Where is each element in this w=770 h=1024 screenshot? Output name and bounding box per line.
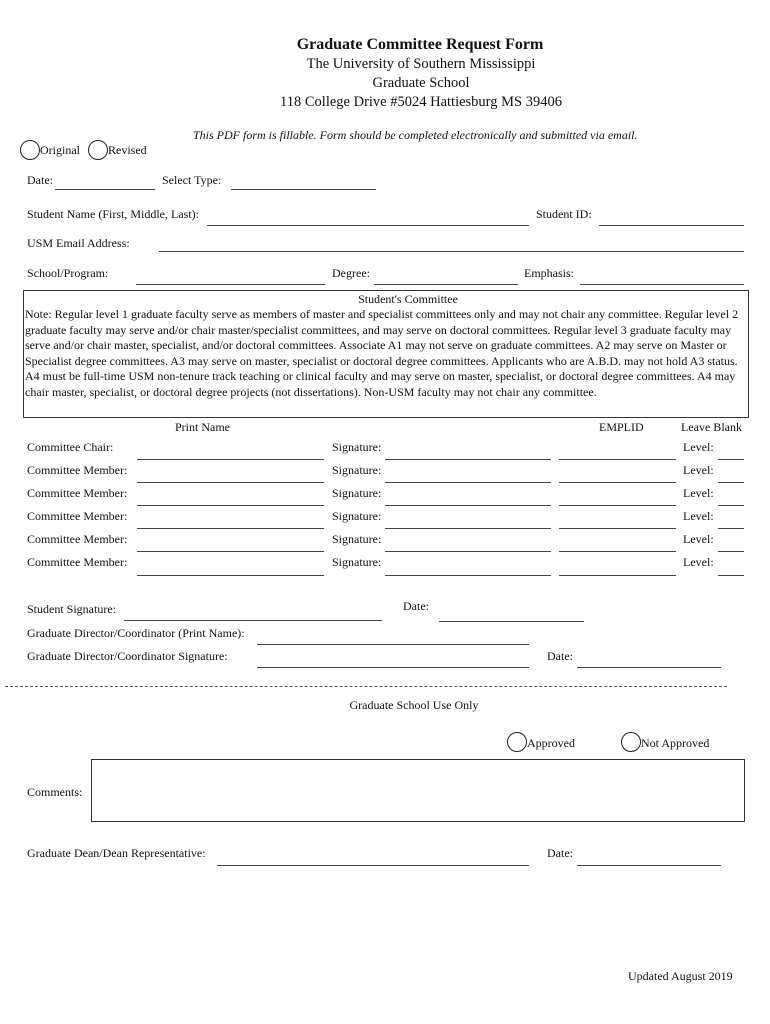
approved-label: Approved bbox=[527, 736, 575, 750]
chair-level-field[interactable] bbox=[718, 459, 744, 460]
section-divider bbox=[5, 686, 727, 687]
updated-date: Updated August 2019 bbox=[628, 969, 733, 983]
degree-field[interactable] bbox=[374, 284, 518, 285]
dean-date-field[interactable] bbox=[577, 865, 721, 866]
member2-print-name-field[interactable] bbox=[137, 505, 324, 506]
comments-label: Comments: bbox=[27, 785, 83, 799]
signature-label: Signature: bbox=[332, 440, 382, 454]
revised-label: Revised bbox=[108, 143, 147, 157]
signature-label: Signature: bbox=[332, 463, 382, 477]
signature-label: Signature: bbox=[332, 509, 382, 523]
emphasis-label: Emphasis: bbox=[524, 266, 574, 280]
level-label: Level: bbox=[683, 486, 714, 500]
member2-level-field[interactable] bbox=[718, 505, 744, 506]
emphasis-field[interactable] bbox=[580, 284, 744, 285]
committee-member-label: Committee Member: bbox=[27, 463, 128, 477]
committee-chair-label: Committee Chair: bbox=[27, 440, 114, 454]
member5-signature-field[interactable] bbox=[385, 575, 551, 576]
committee-member-label: Committee Member: bbox=[27, 555, 128, 569]
school-name: Graduate School bbox=[372, 75, 470, 91]
level-label: Level: bbox=[683, 509, 714, 523]
leave-blank-header: Leave Blank bbox=[681, 420, 742, 434]
director-print-field[interactable] bbox=[257, 644, 529, 645]
fillable-note: This PDF form is fillable. Form should be completed electronically and submitted via email. bbox=[193, 128, 638, 142]
student-date-field[interactable] bbox=[439, 621, 584, 622]
select-type-label: Select Type: bbox=[162, 173, 222, 187]
committee-member-label: Committee Member: bbox=[27, 486, 128, 500]
degree-label: Degree: bbox=[332, 266, 370, 280]
dean-date-label: Date: bbox=[547, 846, 573, 860]
member4-level-field[interactable] bbox=[718, 551, 744, 552]
chair-emplid-field[interactable] bbox=[559, 459, 676, 460]
print-name-header: Print Name bbox=[175, 420, 230, 434]
school-program-field[interactable] bbox=[136, 284, 325, 285]
member1-print-name-field[interactable] bbox=[137, 482, 324, 483]
director-signature-field[interactable] bbox=[257, 667, 529, 668]
member3-emplid-field[interactable] bbox=[559, 528, 676, 529]
committee-note: Note: Regular level 1 graduate faculty serve as members of master and specialist committees only and may not chair any committee. Regular level 2 graduate faculty may serve and/or chair master/specialist committees, and may serve on doctoral committees. Regular level 3 graduate faculty may serve and/or chair master, specialist, and/or doctoral committees. Associate A1 may not serve on graduate committees. A2 may serve on Master or Specialist degree committees. A3 may serve on master, specialist or doctoral degree committees. Applicants who are A.B.D. may not hold A3 status. A4 must be full-time USM non-tenure track teaching or clinical faculty and may serve on master, specialist, or doctoral degree committees. A4 may chair master, specialist, or doctoral degree projects (not dissertations). Non-USM faculty may not chair any committee. bbox=[25, 307, 739, 399]
director-date-field[interactable] bbox=[577, 667, 721, 668]
email-label: USM Email Address: bbox=[27, 236, 130, 250]
member5-level-field[interactable] bbox=[718, 575, 744, 576]
form-title: Graduate Committee Request Form bbox=[296, 36, 544, 53]
student-signature-label: Student Signature: bbox=[27, 602, 116, 616]
not-approved-label: Not Approved bbox=[641, 736, 710, 750]
signature-label: Signature: bbox=[332, 486, 382, 500]
school-address: 118 College Drive #5024 Hattiesburg MS 39406 bbox=[280, 94, 562, 110]
level-label: Level: bbox=[683, 555, 714, 569]
member1-signature-field[interactable] bbox=[385, 482, 551, 483]
select-type-field[interactable] bbox=[231, 189, 376, 190]
director-date-label: Date: bbox=[547, 649, 573, 663]
director-print-label: Graduate Director/Coordinator (Print Name): bbox=[27, 626, 245, 640]
member5-print-name-field[interactable] bbox=[137, 575, 324, 576]
committee-member-label: Committee Member: bbox=[27, 509, 128, 523]
chair-print-name-field[interactable] bbox=[137, 459, 324, 460]
emplid-header: EMPLID bbox=[599, 420, 644, 434]
date-label: Date: bbox=[27, 173, 53, 187]
member4-emplid-field[interactable] bbox=[559, 551, 676, 552]
original-label: Original bbox=[40, 143, 80, 157]
school-program-label: School/Program: bbox=[27, 266, 109, 280]
member5-emplid-field[interactable] bbox=[559, 575, 676, 576]
email-field[interactable] bbox=[159, 251, 744, 252]
chair-signature-field[interactable] bbox=[385, 459, 551, 460]
dean-label: Graduate Dean/Dean Representative: bbox=[27, 846, 206, 860]
comments-box[interactable] bbox=[91, 759, 745, 822]
level-label: Level: bbox=[683, 463, 714, 477]
revised-radio[interactable] bbox=[88, 140, 108, 160]
member2-signature-field[interactable] bbox=[385, 505, 551, 506]
office-use-heading: Graduate School Use Only bbox=[349, 698, 479, 712]
student-id-field[interactable] bbox=[599, 225, 744, 226]
member2-emplid-field[interactable] bbox=[559, 505, 676, 506]
original-radio[interactable] bbox=[20, 140, 40, 160]
student-name-field[interactable] bbox=[207, 225, 529, 226]
not-approved-radio[interactable] bbox=[621, 732, 641, 752]
date-field[interactable] bbox=[55, 189, 155, 190]
approved-radio[interactable] bbox=[507, 732, 527, 752]
level-label: Level: bbox=[683, 532, 714, 546]
committee-heading: Student's Committee bbox=[358, 292, 458, 306]
student-id-label: Student ID: bbox=[536, 207, 592, 221]
dean-signature-field[interactable] bbox=[217, 865, 529, 866]
signature-label: Signature: bbox=[332, 555, 382, 569]
level-label: Level: bbox=[683, 440, 714, 454]
student-signature-field[interactable] bbox=[124, 620, 382, 621]
member3-level-field[interactable] bbox=[718, 528, 744, 529]
member4-print-name-field[interactable] bbox=[137, 551, 324, 552]
student-name-label: Student Name (First, Middle, Last): bbox=[27, 207, 199, 221]
member3-signature-field[interactable] bbox=[385, 528, 551, 529]
member1-emplid-field[interactable] bbox=[559, 482, 676, 483]
university-name: The University of Southern Mississippi bbox=[306, 56, 536, 72]
director-signature-label: Graduate Director/Coordinator Signature: bbox=[27, 649, 228, 663]
member1-level-field[interactable] bbox=[718, 482, 744, 483]
committee-member-label: Committee Member: bbox=[27, 532, 128, 546]
student-date-label: Date: bbox=[403, 599, 429, 613]
member4-signature-field[interactable] bbox=[385, 551, 551, 552]
signature-label: Signature: bbox=[332, 532, 382, 546]
member3-print-name-field[interactable] bbox=[137, 528, 324, 529]
